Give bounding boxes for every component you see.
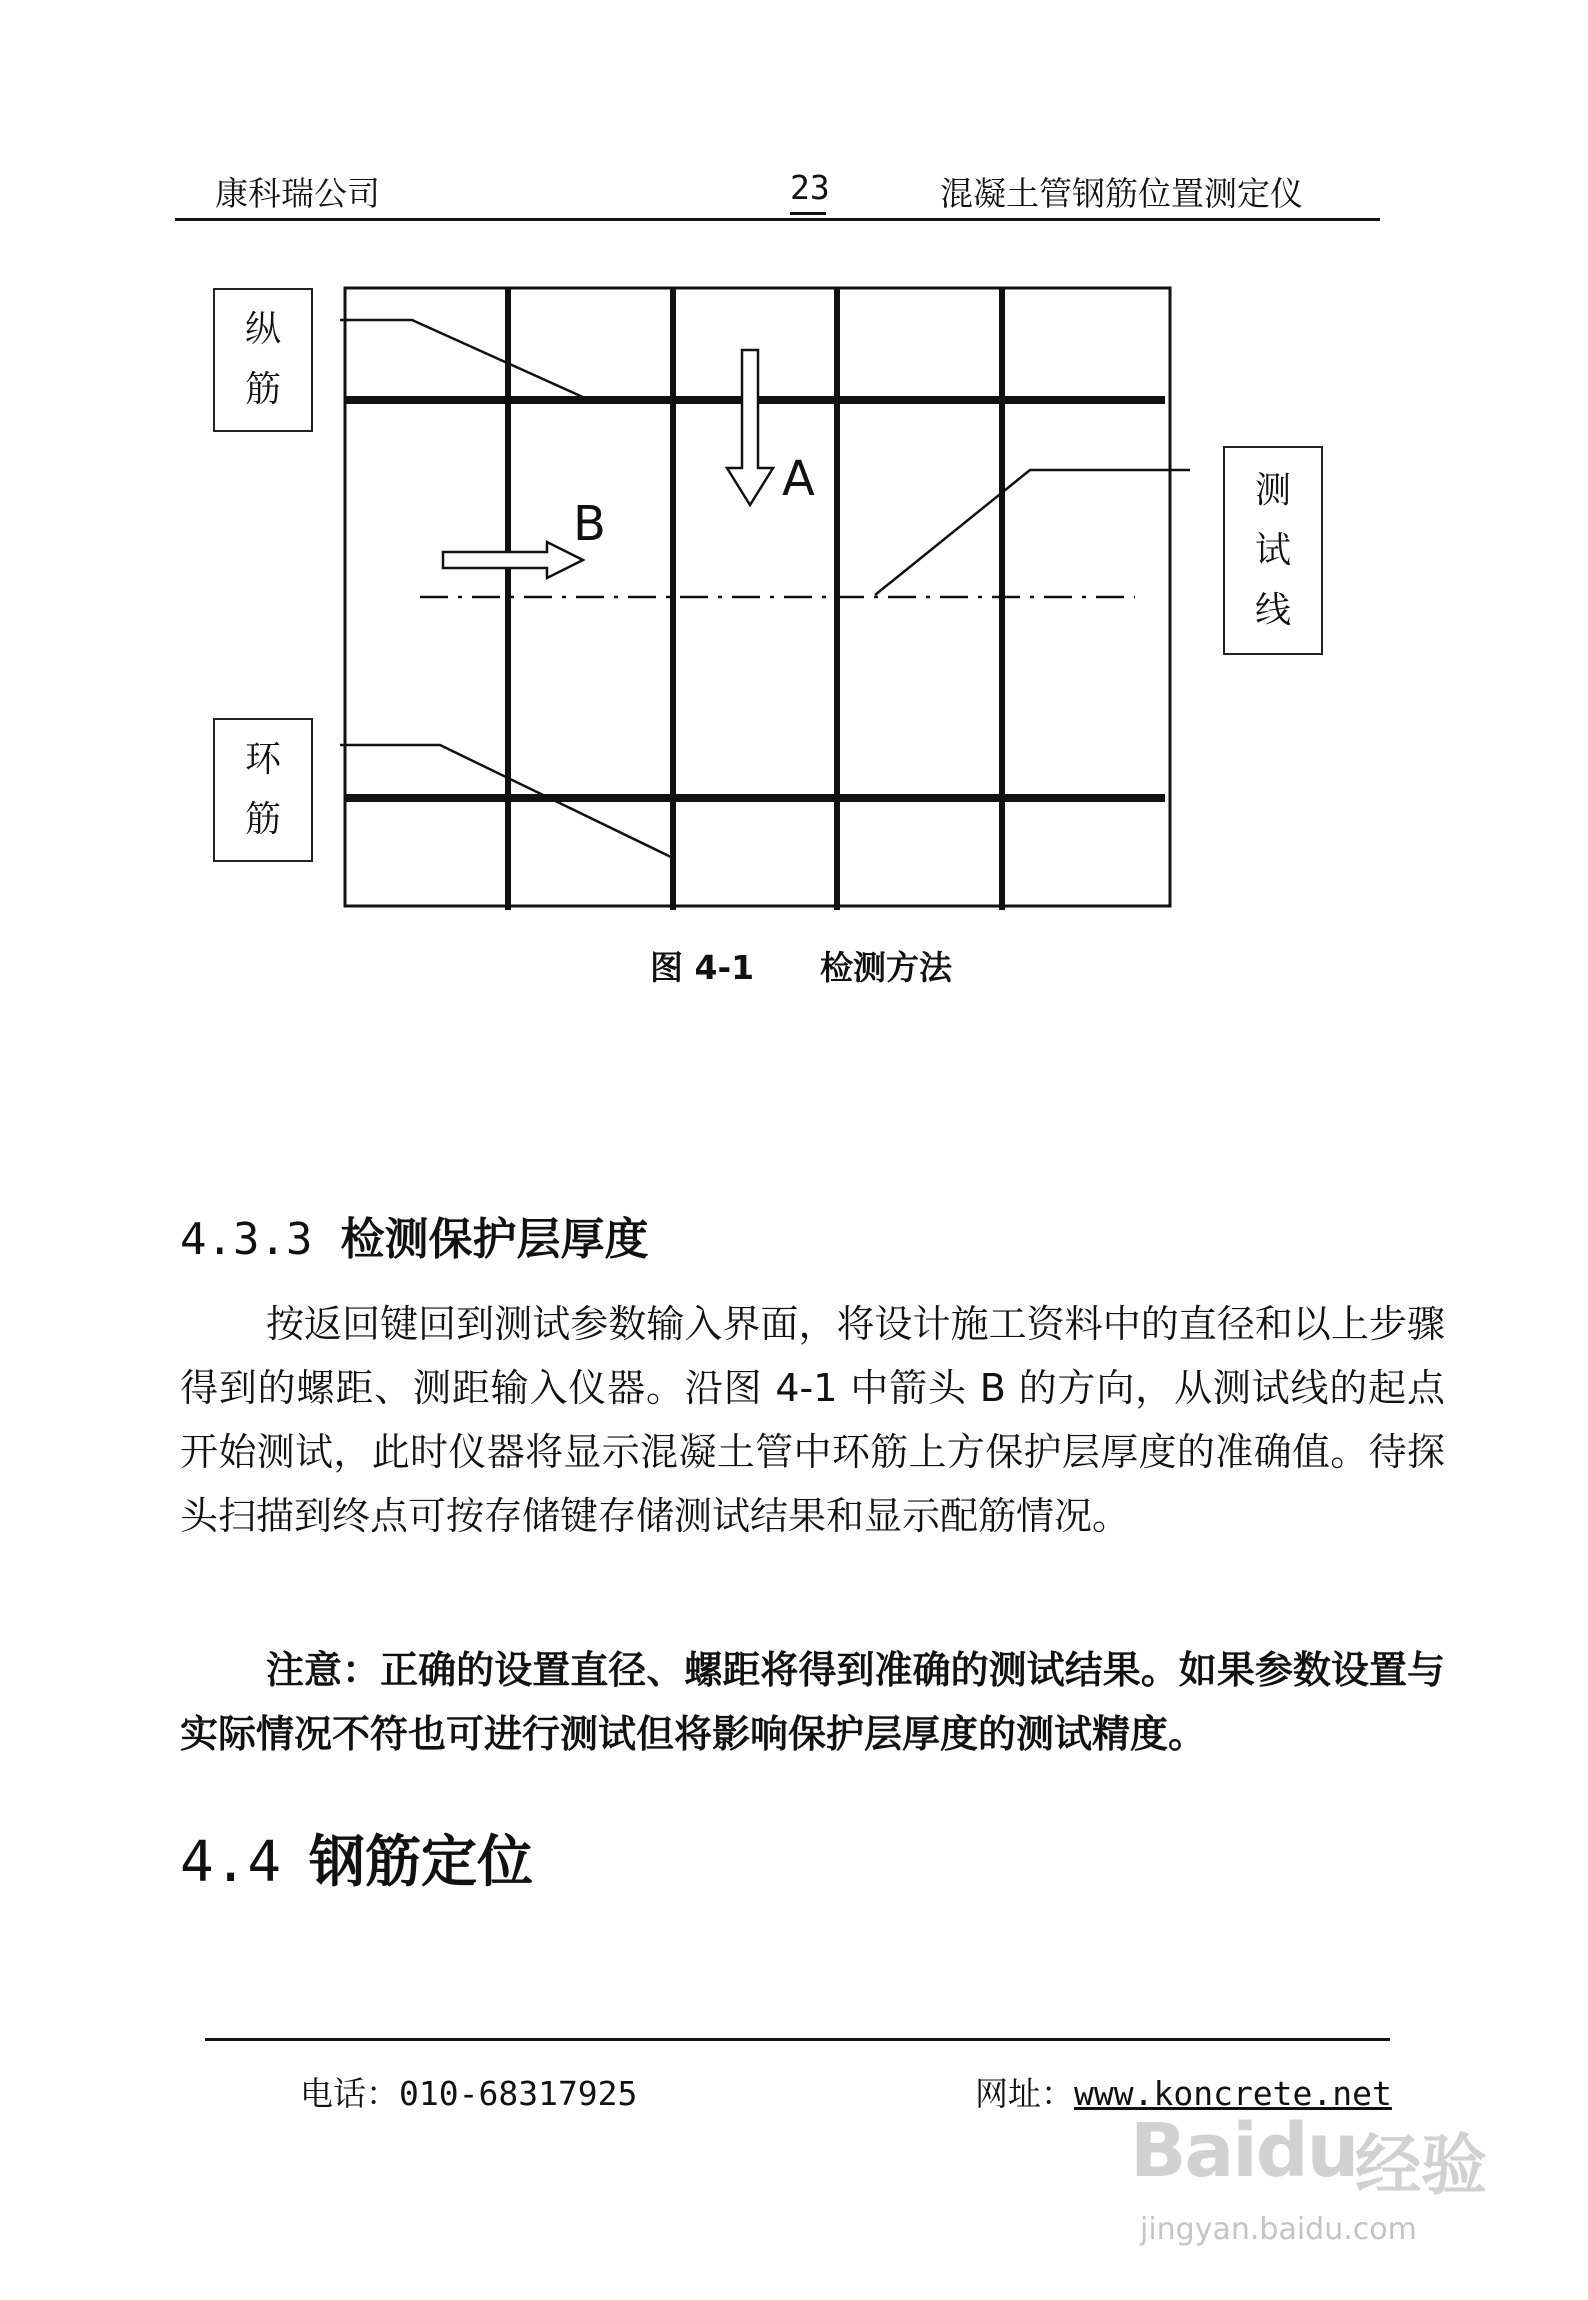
watermark-brand: Baidu [1130, 2108, 1358, 2194]
section-433-paragraph: 按返回键回到测试参数输入界面，将设计施工资料中的直径和以上步骤得到的螺距、测距输入仪器。沿图 4-1 中箭头 B 的方向，从测试线的起点开始测试，此时仪器将显示混凝土管中环筋上方保护层厚度的准确值。待探头扫描到终点可按存储键存储测试结果和显示配筋情况。 [180, 1302, 1445, 1538]
label-test-line-char-3: 线 [1254, 589, 1291, 631]
arrow-a-icon [727, 350, 773, 505]
label-longitudinal-char-2: 筋 [244, 369, 281, 410]
label-ring-bar [213, 718, 313, 862]
section-433-heading [180, 1203, 648, 1267]
section-433-number: 4.3.3 [180, 1214, 313, 1265]
footer-phone-number: 010-68317925 [399, 2074, 638, 2113]
footer-phone-label: 电话： [300, 2074, 399, 2113]
watermark-product: 经验 [1355, 2127, 1487, 2204]
label-longitudinal-bar [213, 288, 313, 432]
section-44-number: 4.4 [180, 1830, 282, 1895]
watermark-url: jingyan.baidu.com [1140, 2212, 1417, 2247]
footer-phone [300, 2068, 637, 2115]
arrow-b-icon [443, 542, 583, 578]
label-longitudinal-char-1: 纵 [244, 309, 281, 350]
section-44-title: 钢筋定位 [308, 1830, 533, 1895]
section-433-note: 注意：正确的设置直径、螺距将得到准确的测试结果。如果参数设置与实际情况不符也可进行测试但将影响保护层厚度的测试精度。 [180, 1648, 1445, 1756]
leader-test-line [875, 470, 1190, 595]
header-company: 康科瑞公司 [215, 174, 380, 213]
header-doc-title: 混凝土管钢筋位置测定仪 [940, 174, 1303, 213]
label-ring-char-2: 筋 [244, 799, 281, 840]
label-ring-char-1: 环 [244, 739, 281, 780]
section-44-heading [180, 1818, 533, 1898]
label-test-line-char-1: 测 [1254, 469, 1291, 511]
arrow-a-label: A [782, 451, 815, 507]
footer-website-label: 网址： [975, 2074, 1074, 2113]
figure-caption-number: 图 4-1 [650, 948, 755, 987]
footer-website-link[interactable]: www.koncrete.net [1074, 2074, 1392, 2113]
arrow-b-label: B [573, 496, 606, 552]
footer-rule [205, 2038, 1390, 2041]
header-page-number: 23 [790, 168, 830, 207]
figure-caption-title: 检测方法 [820, 948, 952, 987]
label-test-line-char-2: 试 [1254, 529, 1291, 571]
leader-longitudinal [340, 320, 585, 398]
section-433-title: 检测保护层厚度 [340, 1214, 649, 1265]
label-test-line [1223, 446, 1323, 655]
